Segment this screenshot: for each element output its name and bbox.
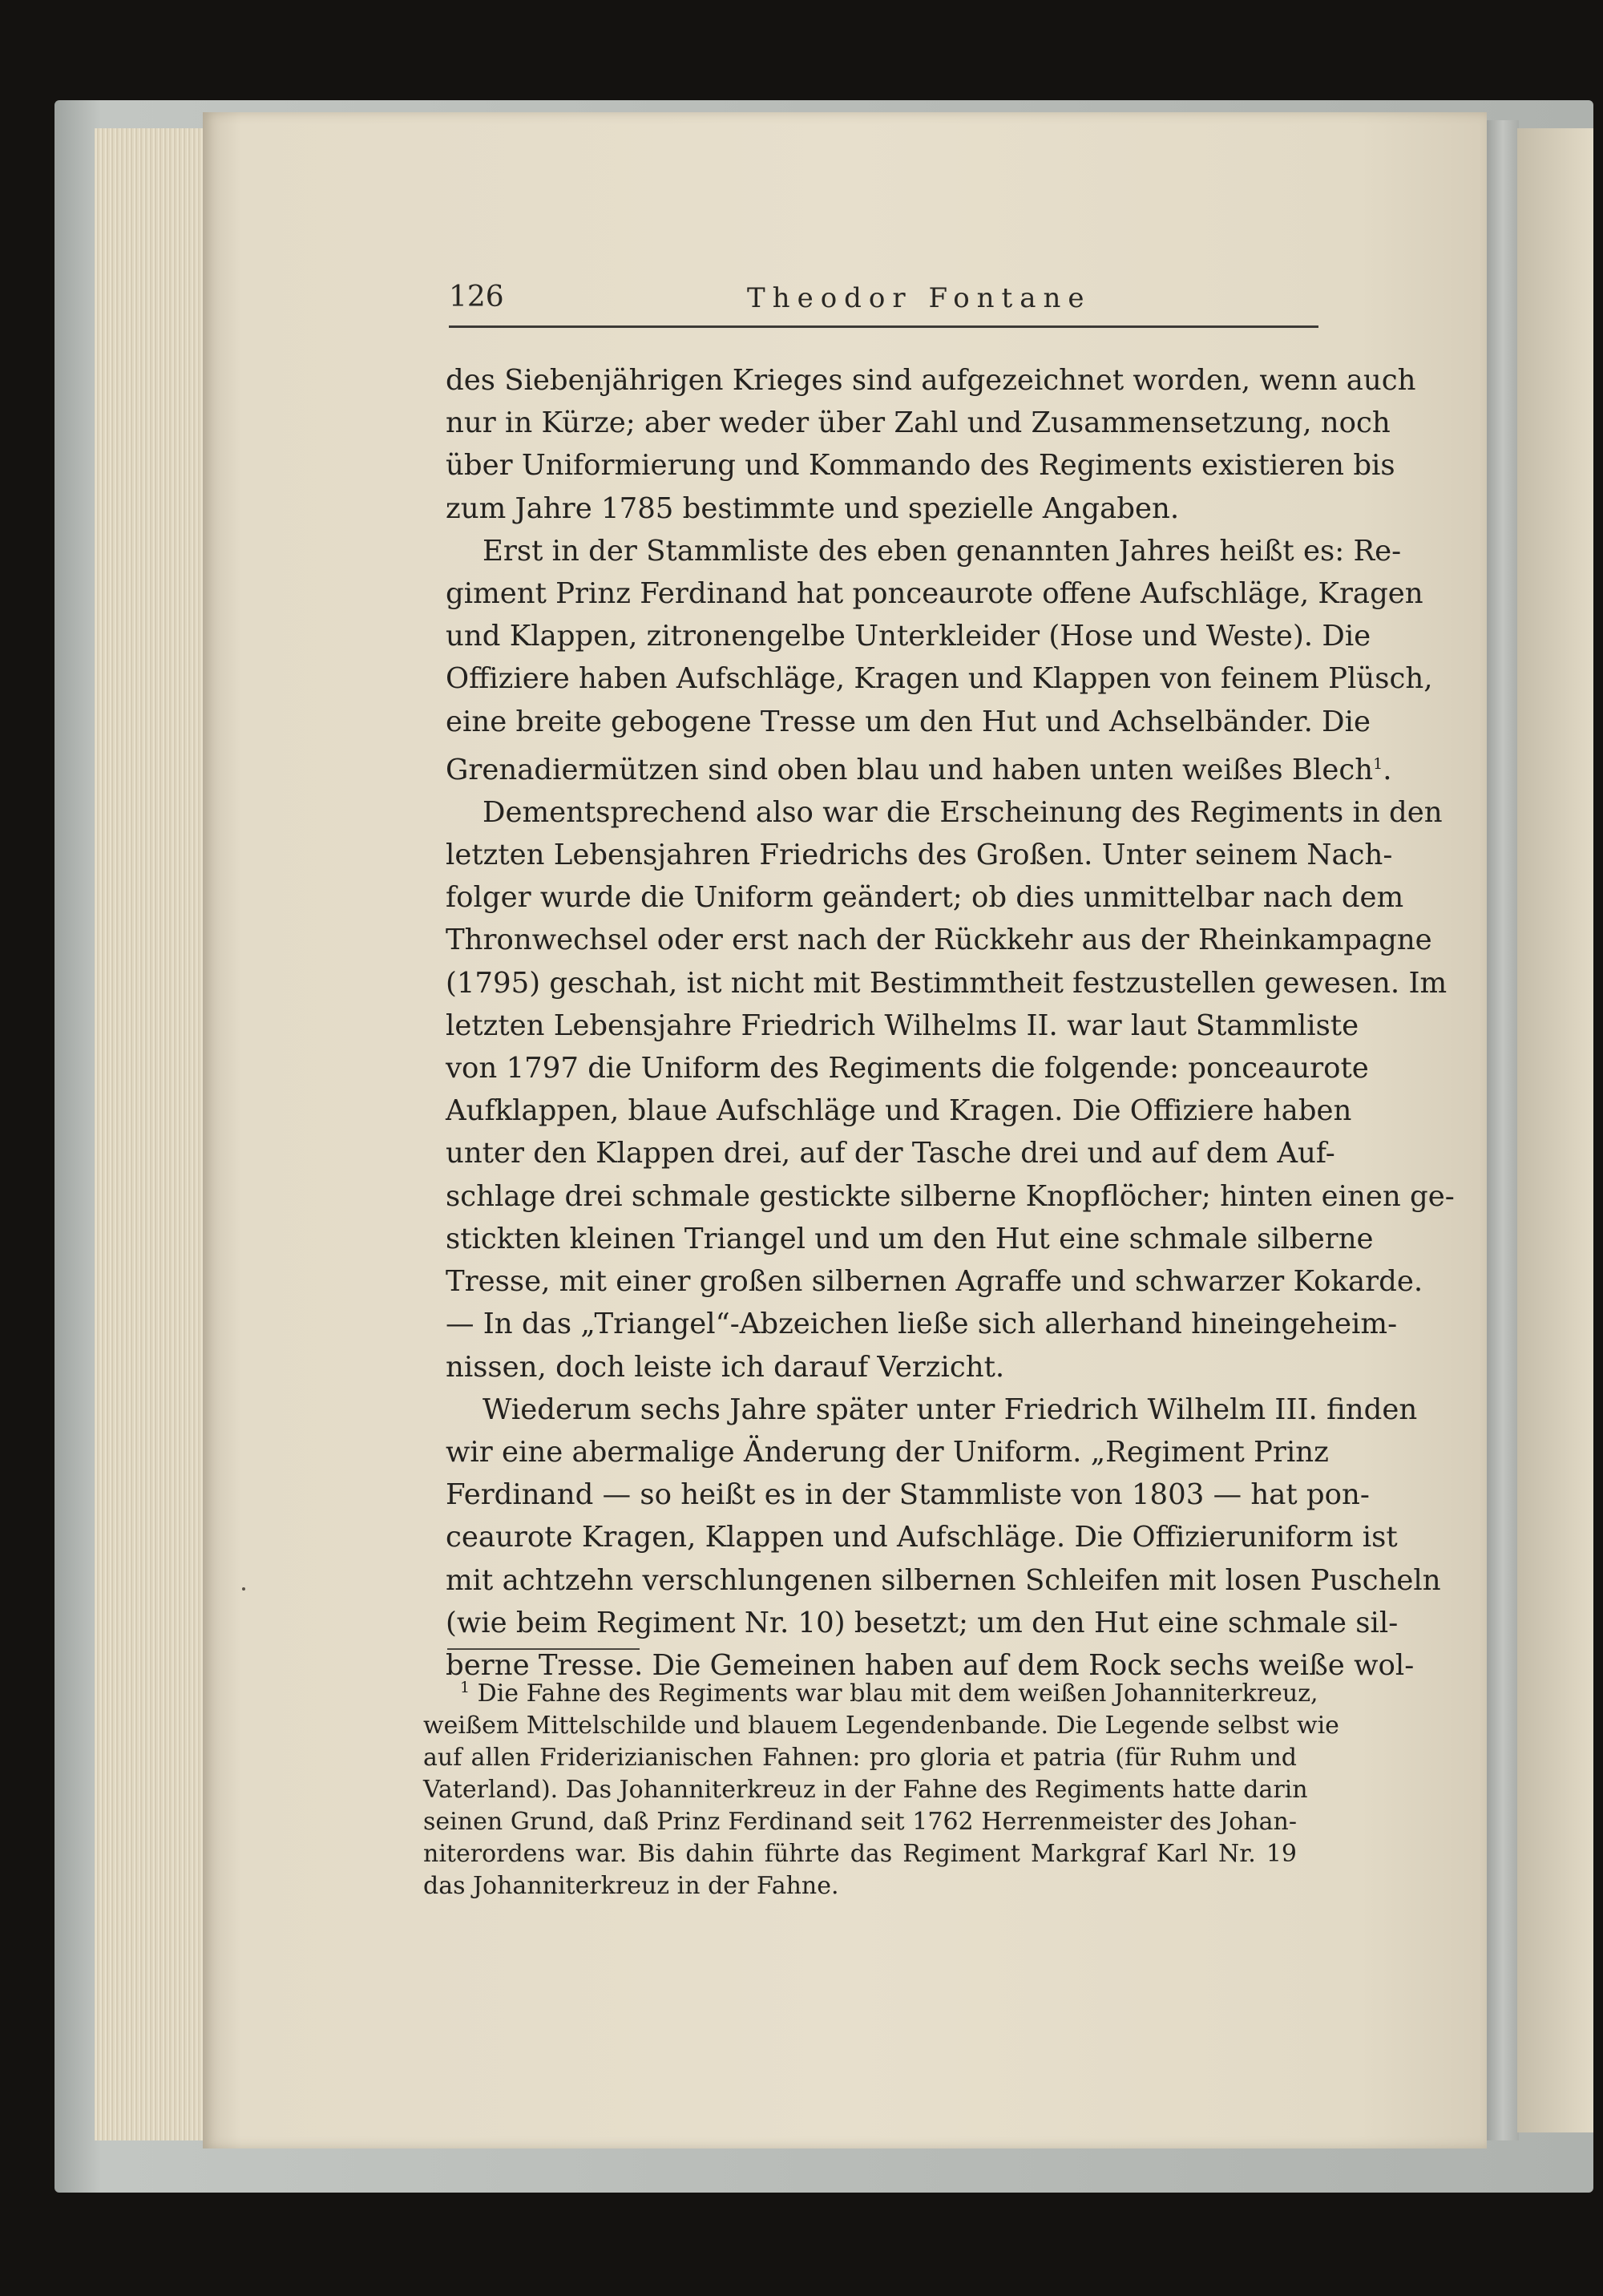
page-header (449, 281, 1318, 328)
footnote-line: Vaterland). Das Johanniterkreuz in der Fahne des Regiments hatte darin (423, 1776, 1308, 1804)
text-line: und Klappen, zitronengelbe Unterkleider (Hose und Weste). Die (446, 620, 1371, 653)
text-line: mit achtzehn verschlungenen silbernen Schleifen mit losen Puscheln (446, 1563, 1441, 1597)
footnote (423, 1671, 1339, 1902)
text-line: zum Jahre 1785 bestimmte und spezielle Angaben. (446, 491, 1180, 525)
text-line: Erst in der Stammliste des eben genannten Jahres heißt es: Re- (483, 534, 1402, 568)
text-line: Thronwechsel oder erst nach der Rückkehr aus der Rheinkampagne (446, 924, 1432, 957)
page-block-edge (95, 128, 204, 2140)
text-line: Ferdinand — so heißt es in der Stammliste von 1803 — hat pon- (446, 1478, 1370, 1512)
text-line: (wie beim Regiment Nr. 10) besetzt; um den Hut eine schmale sil- (446, 1606, 1399, 1639)
text-line: Aufklappen, blaue Aufschläge und Kragen. Die Offiziere haben (446, 1094, 1352, 1128)
footnote-line: weißem Mittelschilde und blauem Legendenbande. Die Legende selbst wie (423, 1712, 1339, 1740)
text-line: des Siebenjährigen Krieges sind aufgezeichnet worden, wenn auch (446, 364, 1416, 397)
text-line: stickten kleinen Triangel und um den Hut eine schmale silberne (446, 1222, 1374, 1255)
text-line: unter den Klappen drei, auf der Tasche drei und auf dem Auf- (446, 1137, 1335, 1170)
body-text (446, 359, 1455, 1687)
footnote-mark: 1 (460, 1679, 470, 1696)
text-line: über Uniformierung und Kommando des Regiments existieren bis (446, 449, 1395, 483)
text-segment: Die Fahne des Regiments war blau mit dem weißen Johanniterkreuz, (477, 1680, 1318, 1708)
footnote-line (423, 1671, 1318, 1710)
footnote-reference[interactable]: 1 (1373, 754, 1383, 773)
text-line: Offiziere haben Aufschläge, Kragen und Klappen von feinem Plüsch, (446, 662, 1433, 696)
text-line: giment Prinz Ferdinand hat ponceaurote offene Aufschläge, Kragen (446, 577, 1423, 611)
text-line: Wiederum sechs Jahre später unter Friedrich Wilhelm III. finden (483, 1393, 1418, 1426)
text-line: Tresse, mit einer großen silbernen Agraffe und schwarzer Kokarde. (446, 1265, 1423, 1299)
text-segment: Grenadiermützen sind oben blau und haben unten weißes Blech (446, 753, 1374, 786)
text-line: letzten Lebensjahre Friedrich Wilhelms II. war laut Stammliste (446, 1009, 1359, 1042)
text-line: folger wurde die Uniform geändert; ob dies unmittelbar nach dem (446, 881, 1404, 915)
footnote-line: niterordens war. Bis dahin führte das Regiment Markgraf Karl Nr. 19 (423, 1840, 1297, 1868)
text-line: berne Tresse. Die Gemeinen haben auf dem Rock sechs weiße wol- (446, 1648, 1415, 1682)
text-line: nur in Kürze; aber weder über Zahl und Zusammensetzung, noch (446, 406, 1391, 440)
text-line: schlage drei schmale gestickte silberne Knopflöcher; hinten einen ge- (446, 1179, 1455, 1213)
text-line: Dementsprechend also war die Erscheinung des Regiments in den (483, 795, 1443, 829)
page-number: 126 (449, 281, 504, 313)
text-line: — In das „Triangel“-Abzeichen ließe sich allerhand hineingeheim- (446, 1308, 1398, 1341)
text-line: eine breite gebogene Tresse um den Hut und Achselbänder. Die (446, 705, 1371, 738)
footnote-divider (447, 1648, 640, 1650)
footnote-line: das Johanniterkreuz in der Fahne. (423, 1872, 839, 1900)
running-title: Theodor Fontane (747, 282, 1092, 314)
text-line: nissen, doch leiste ich darauf Verzicht. (446, 1350, 1005, 1384)
facing-page (1517, 128, 1593, 2132)
footnote-line: auf allen Friderizianischen Fahnen: pro gloria et patria (für Ruhm und (423, 1744, 1297, 1772)
paper-speck (242, 1587, 245, 1591)
text-line: von 1797 die Uniform des Regiments die folgende: ponceaurote (446, 1052, 1369, 1085)
text-line: letzten Lebensjahren Friedrichs des Großen. Unter seinem Nach- (446, 839, 1393, 872)
book-spine (1487, 120, 1519, 2140)
text-line: ceaurote Kragen, Klappen und Aufschläge. Die Offizieruniform ist (446, 1521, 1398, 1554)
text-line: (1795) geschah, ist nicht mit Bestimmtheit festzustellen gewesen. Im (446, 966, 1448, 1000)
text-segment: . (1383, 753, 1392, 786)
text-line: wir eine abermalige Änderung der Uniform. „Regiment Prinz (446, 1435, 1329, 1469)
footnote-line: seinen Grund, daß Prinz Ferdinand seit 1762 Herrenmeister des Johan- (423, 1808, 1297, 1836)
text-line (446, 743, 1392, 791)
